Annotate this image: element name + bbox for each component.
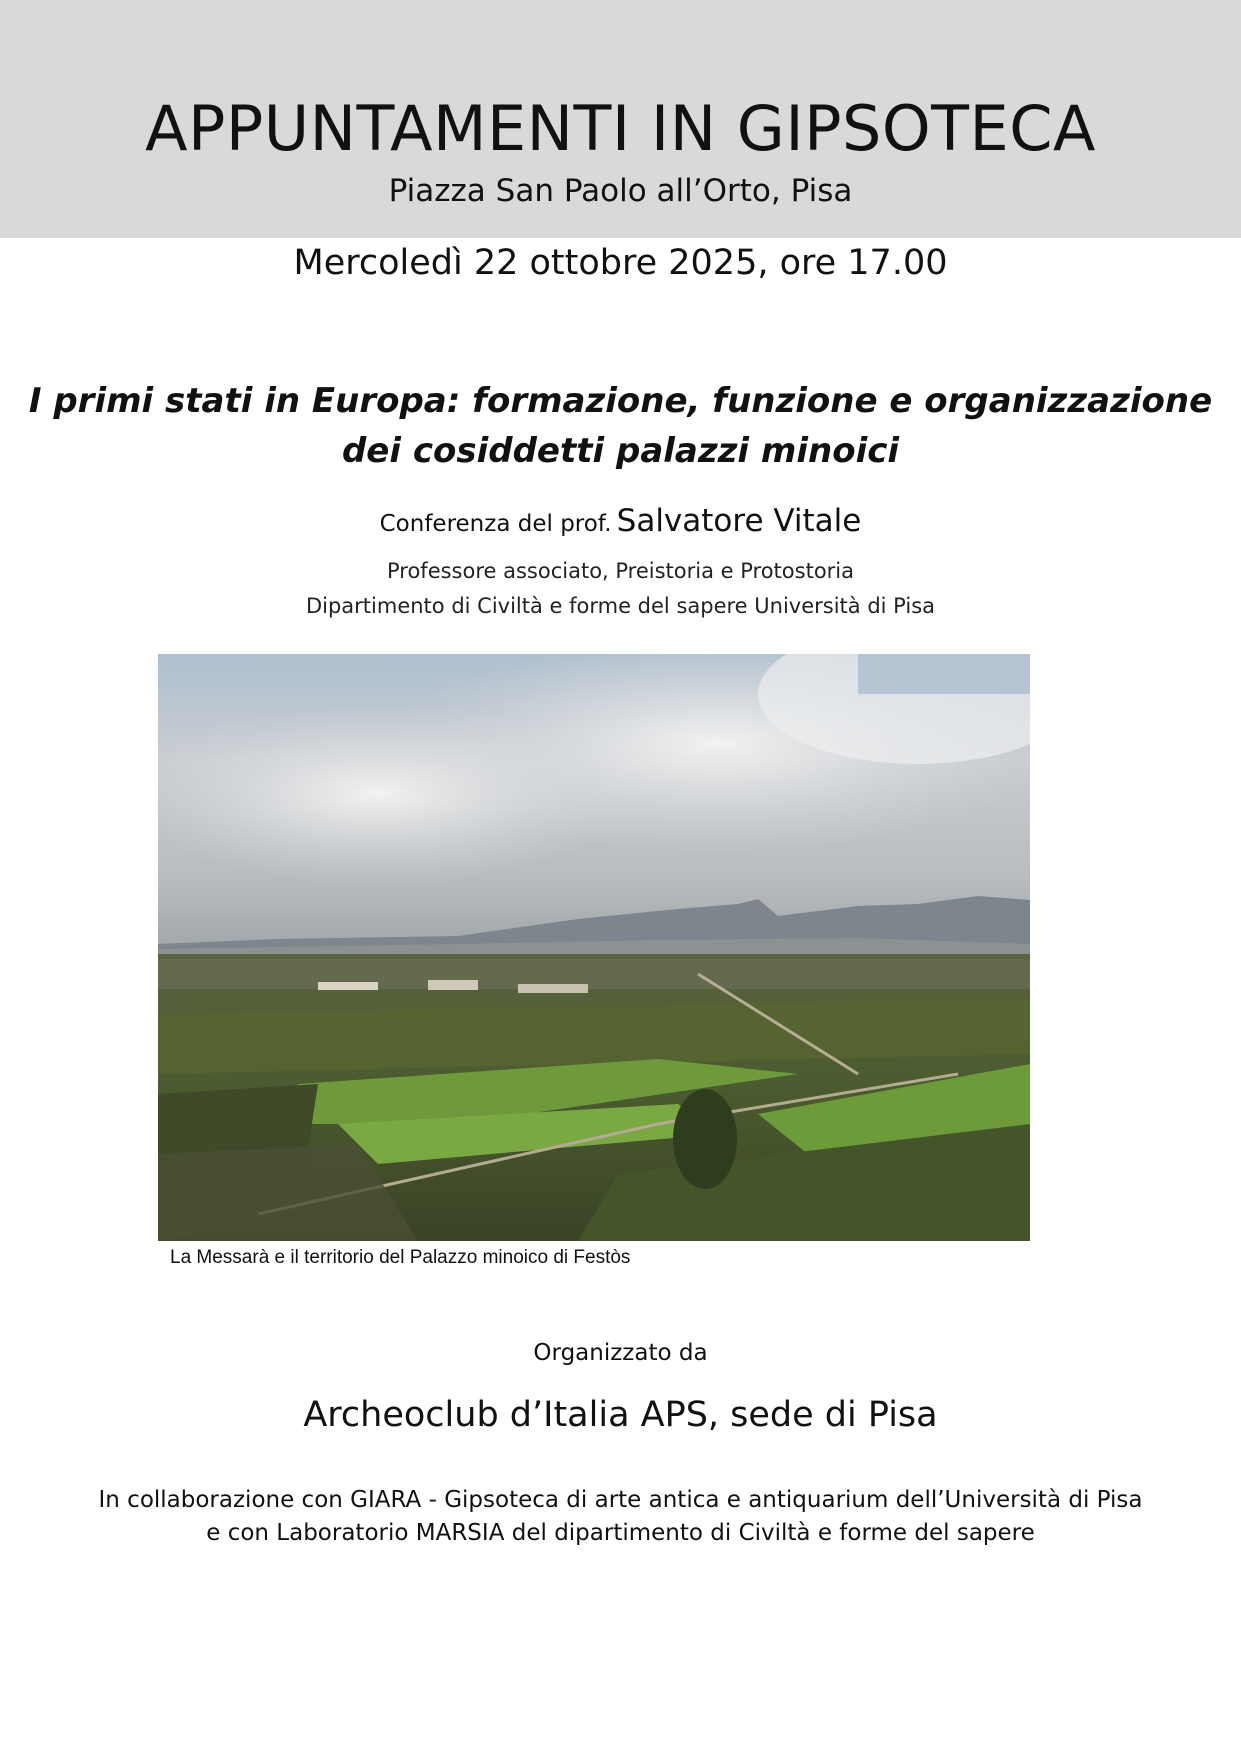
event-date: Mercoledì 22 ottobre 2025, ore 17.00	[293, 243, 948, 283]
speaker-department: Dipartimento di Civiltà e forme del sapere Università di Pisa	[305, 594, 936, 618]
conference-title-line-1: I primi stati in Europa: formazione, funzione e organizzazione	[28, 381, 1213, 421]
conference-title	[0, 376, 1241, 476]
conference-title-line-2: dei cosiddetti palazzi minoici	[341, 431, 900, 471]
organized-by-label: Organizzato da	[533, 1340, 708, 1366]
landscape-photo	[158, 654, 1030, 1241]
speaker-prefix: Conferenza del prof.	[379, 511, 612, 537]
collaboration-line-1: In collaborazione con GIARA - Gipsoteca di arte antica e antiquarium dell’Università di Pisa	[98, 1487, 1143, 1513]
speaker-line	[0, 503, 1241, 539]
collaboration-line-2: e con Laboratorio MARSIA del dipartimento di Civiltà e forme del sapere	[206, 1520, 1035, 1546]
speaker-role: Professore associato, Preistoria e Protostoria	[386, 559, 854, 583]
speaker-name: Salvatore Vitale	[616, 503, 862, 539]
organizer-name: Archeoclub d’Italia APS, sede di Pisa	[303, 1395, 938, 1435]
page-title: APPUNTAMENTI IN GIPSOTECA	[145, 92, 1096, 165]
photo-caption: La Messarà e il territorio del Palazzo minoico di Festòs	[170, 1247, 631, 1268]
collaboration-note	[0, 1484, 1241, 1550]
venue-address: Piazza San Paolo all’Orto, Pisa	[388, 173, 853, 209]
